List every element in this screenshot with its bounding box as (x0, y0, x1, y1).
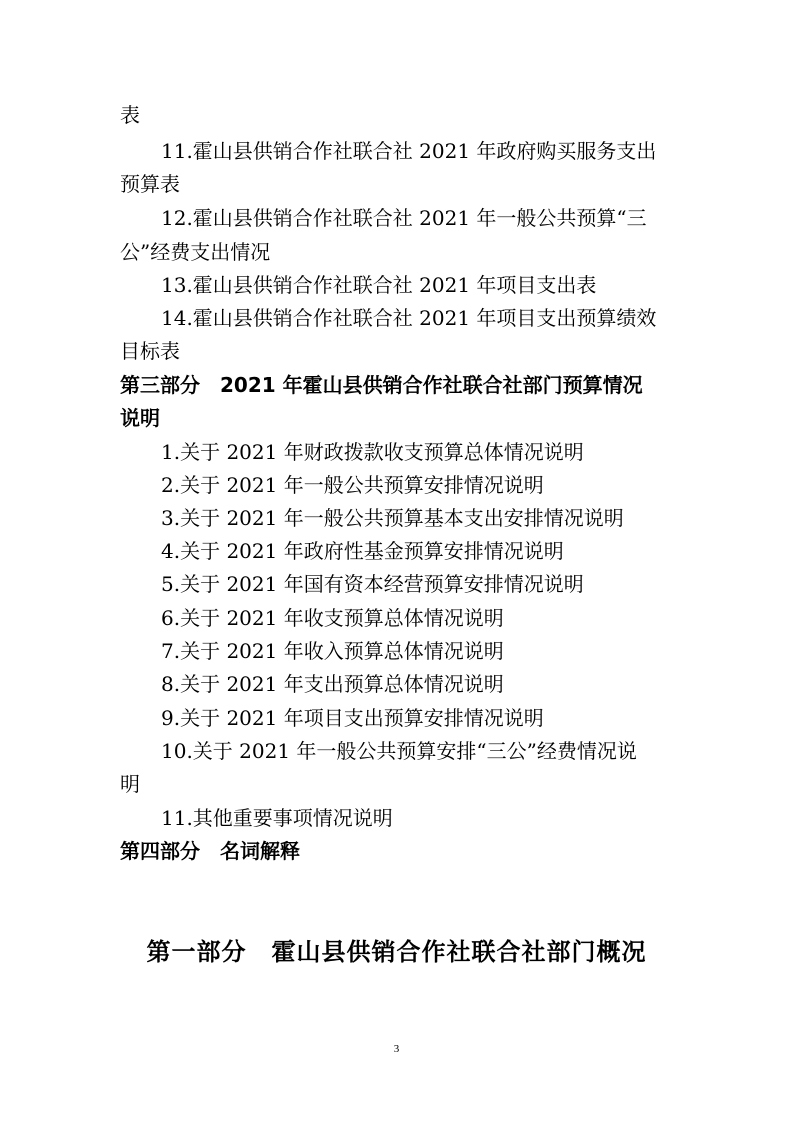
part3-heading: 第三部分 2021 年霍山县供销合作社联合社部门预算情况 (120, 373, 643, 397)
part3-item: 9.关于 2021 年项目支出预算安排情况说明 (161, 706, 544, 730)
part3-item: 6.关于 2021 年收支预算总体情况说明 (161, 606, 504, 630)
part3-item: 11.其他重要事项情况说明 (161, 806, 393, 830)
toc-item-12-continued: 公”经费支出情况 (120, 240, 271, 264)
toc-item-13: 13.霍山县供销合作社联合社 2021 年项目支出表 (161, 273, 597, 297)
part3-item-continued: 明 (120, 772, 140, 796)
toc-item-12: 12.霍山县供销合作社联合社 2021 年一般公共预算“三 (161, 206, 647, 230)
part4-heading: 第四部分 名词解释 (120, 839, 300, 863)
part3-heading-continued: 说明 (120, 406, 160, 430)
section-title: 第一部分 霍山县供销合作社联合社部门概况 (146, 938, 647, 966)
page-number: 3 (393, 1043, 400, 1055)
part3-item: 10.关于 2021 年一般公共预算安排“三公”经费情况说 (161, 739, 637, 763)
part3-item: 1.关于 2021 年财政拨款收支预算总体情况说明 (161, 440, 584, 464)
toc-item-14: 14.霍山县供销合作社联合社 2021 年项目支出预算绩效 (161, 306, 657, 330)
part3-item: 3.关于 2021 年一般公共预算基本支出安排情况说明 (161, 506, 624, 530)
toc-item-11-continued: 预算表 (120, 172, 180, 196)
part3-item: 7.关于 2021 年收入预算总体情况说明 (161, 639, 504, 663)
toc-line: 表 (120, 103, 140, 127)
part3-item: 2.关于 2021 年一般公共预算安排情况说明 (161, 473, 544, 497)
toc-item-14-continued: 目标表 (120, 339, 180, 363)
part3-item: 4.关于 2021 年政府性基金预算安排情况说明 (161, 539, 564, 563)
part3-item: 8.关于 2021 年支出预算总体情况说明 (161, 672, 504, 696)
part3-item: 5.关于 2021 年国有资本经营预算安排情况说明 (161, 572, 584, 596)
toc-item-11: 11.霍山县供销合作社联合社 2021 年政府购买服务支出 (161, 139, 657, 163)
